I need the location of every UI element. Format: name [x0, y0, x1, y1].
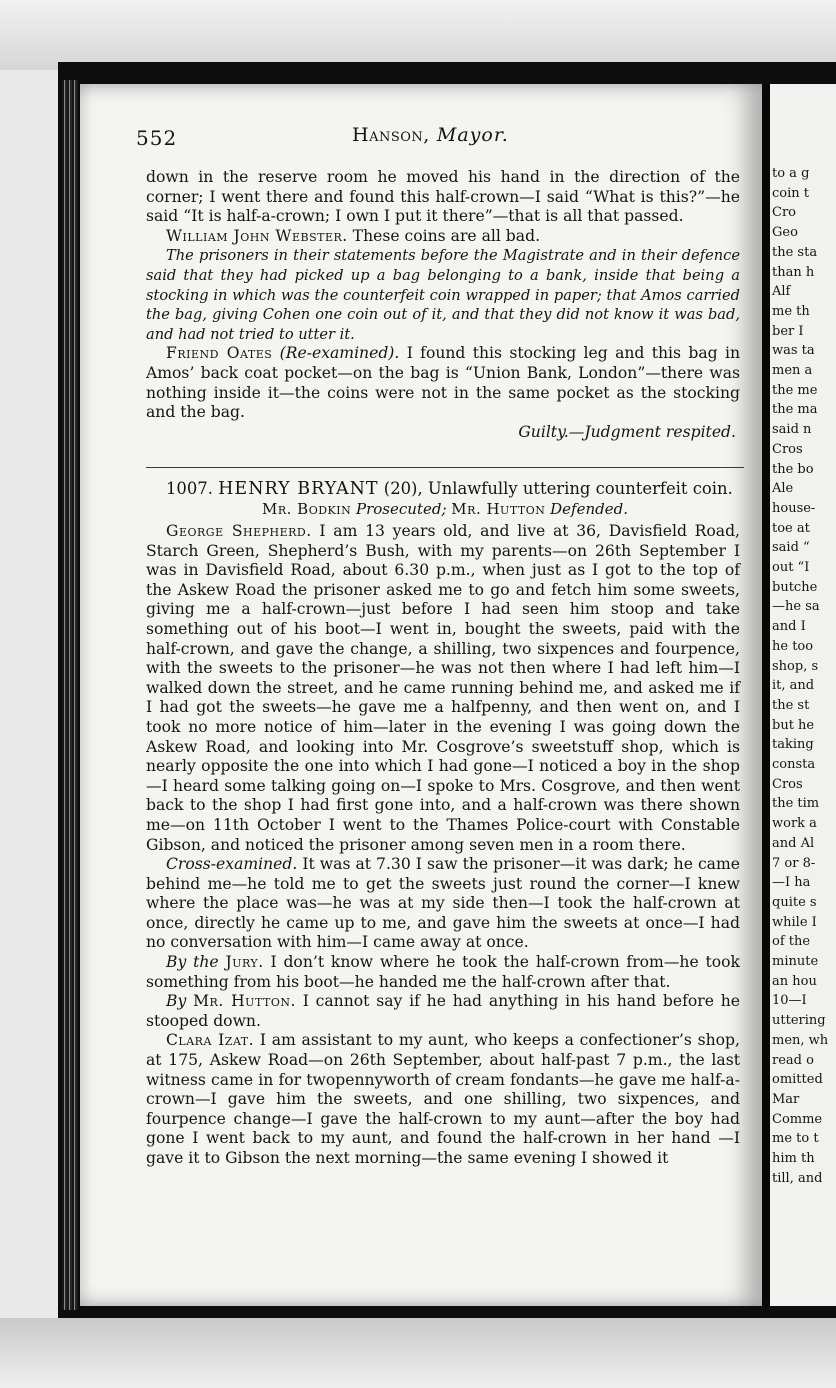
scan-bottom-margin	[0, 1318, 836, 1388]
facing-page-fragment: coin t	[772, 185, 809, 201]
paragraph-prisoners-statement: The prisoners in their statements before the Magistrate and in their defence said that they had picked up a bag belonging to a bank, inside that being a stocking in which was the counterfeit coin wrapped in paper; that Amos carried the bag, giving Cohen one coin out of it, and that they did not know it was bad, and had not tried to utter it.	[146, 247, 740, 343]
hutton-text: I cannot say if he had anything in his hand before he stooped down.	[146, 992, 740, 1030]
oates-statement: I found this stocking leg and this bag in Amos’ back coat pocket—on the bag is “Union Bank, London”—there was nothing inside it—the coins were not in the same pocket as the stocking and the bag.	[146, 344, 740, 422]
facing-page-fragment: he too	[772, 638, 814, 654]
facing-page-fragment: consta	[772, 757, 816, 772]
facing-page-fragment: out “I	[772, 560, 810, 575]
cross-examination-text: It was at 7.30 I saw the prisoner—it was dark; he came behind me—he told me to get the sweets just round the corner—I knew where the place was—he was at my side then—I took the half-crown at once, directly he came up to me, and gave him the sweets at once—I had no conversation with him—I came away at once.	[146, 855, 740, 952]
facing-page-fragment: omitted	[772, 1072, 823, 1088]
counsel-line	[146, 500, 744, 519]
shepherd-statement: I am 13 years old, and live at 36, Davisfield Road, Starch Green, Shepherd’s Bush, with my parents—on 26th September I was in Davisfield Road, about 6.30 p.m., when just as I got to the top of the Askew Road the prisoner asked me to go and fetch him some sweets, giving me a half-crown—just before I had seen him stoop and take something out of his boot—I went in, bought the sweets, paid with the half-crown, and gave the change, a shilling, two sixpences and fourpence, with the sweets to the prisoner—he was not then where I had left him—I walked down the street, and he came running behind me, and asked me if I had got the sweets—he gave me a halfpenny, and then went on, and I took no more notice of him—later in the evening I was going down the Askew Road, and looking into Mr. Cosgrove’s sweetstuff shop, which is nearly opposite the one into which I had gone—I noticed a boy in the shop—I heard some talking going on—I spoke to Mrs. Cosgrove, and then went back to the shop I had first gone into, and a half-crown was there shown me—on 11th October I went to the Thames Police-court with Constable Gibson, and noticed the prisoner among seven men in a room there.	[146, 522, 741, 854]
speaker-oates: Friend Oates	[166, 344, 273, 363]
prosecution-counsel: Mr. Bodkin	[262, 500, 352, 518]
facing-page-fragment: shop, s	[772, 658, 819, 674]
previous-case-text	[146, 168, 740, 442]
paragraph-reserve-room: down in the reserve room he moved his hand in the direction of the corner; I went there and found this half-crown—I said “What is this?”—he said “It is half-a-crown; I own I put it there”—that is all that passed.	[146, 168, 740, 226]
facing-page-fragment: Cro	[772, 205, 796, 221]
testimony-text	[146, 522, 740, 1169]
defendant-name: HENRY BRYANT	[218, 479, 379, 499]
oates-note: (Re-examined).	[279, 344, 400, 363]
facing-page-fragment: toe at	[772, 520, 810, 536]
case-heading	[146, 478, 744, 500]
facing-page-fragment: Ale	[772, 481, 794, 497]
facing-page-fragment: it, and	[772, 678, 815, 694]
jury-name: Jury.	[225, 953, 264, 972]
facing-page-fragment: said “	[772, 540, 810, 556]
jury-text: I don’t know where he took the half-crown from—he took something from his boot—he handed me the half-crown after that.	[146, 953, 741, 991]
facing-page-fragment: 10—I	[772, 993, 807, 1009]
webster-statement: These coins are all bad.	[347, 226, 541, 245]
facing-page-fragment: Geo	[772, 225, 798, 241]
facing-page-fragment: me to t	[772, 1131, 819, 1147]
running-title: Hanson,	[352, 124, 430, 146]
facing-page-fragment: the st	[772, 697, 810, 713]
speaker-izat: Clara Izat.	[166, 1031, 255, 1050]
jury-label: By the	[166, 953, 219, 972]
facing-page-fragment: than h	[772, 264, 815, 280]
facing-page-fragment: him th	[772, 1151, 815, 1166]
facing-page-fragment: butche	[772, 579, 818, 595]
facing-page-fragment: 7 or 8-	[772, 855, 816, 871]
prosecution-role: Prosecuted;	[356, 500, 447, 518]
facing-page-fragment: Comme	[772, 1111, 823, 1127]
facing-page-fragment: me th	[772, 303, 810, 319]
paragraph-izat	[146, 1031, 740, 1168]
facing-page-fragment: Alf	[772, 284, 791, 300]
paragraph-shepherd	[146, 522, 740, 855]
facing-page-fragment: the bo	[772, 461, 814, 477]
facing-page-fragment: men, wh	[772, 1032, 829, 1048]
book-gutter	[762, 84, 770, 1306]
defendant-age: (20),	[383, 479, 423, 498]
facing-page-fragment: an hou	[772, 973, 817, 989]
defence-role: Defended.	[550, 500, 628, 518]
facing-page-fragment: read o	[772, 1052, 814, 1068]
running-title-mayor: Mayor.	[436, 124, 509, 146]
paragraph-cross-examination	[146, 855, 740, 953]
facing-page-fragment: men a	[772, 363, 813, 378]
facing-page-fragment: —he sa	[772, 599, 820, 615]
facing-page-fragment: ber I	[772, 323, 804, 339]
facing-page-fragment: taking	[772, 737, 814, 753]
hutton-name: Mr. Hutton.	[193, 992, 296, 1011]
scan-top-margin	[0, 0, 836, 70]
facing-page-fragment: uttering	[772, 1013, 826, 1029]
paragraph-hutton	[146, 992, 740, 1031]
facing-page-fragment: work a	[772, 816, 817, 832]
speaker-shepherd: George Shepherd.	[166, 522, 312, 540]
facing-page-fragment: the sta	[772, 244, 818, 260]
facing-page-fragment: to a g	[772, 166, 810, 181]
facing-page	[770, 84, 836, 1306]
case-number: 1007.	[166, 479, 213, 498]
facing-page-fragment: and I	[772, 619, 806, 635]
hutton-label: By	[166, 992, 187, 1011]
izat-statement: I am assistant to my aunt, who keeps a confectioner’s shop, at 175, Askew Road—on 26th September, about half-past 7 p.m., the last witness came in for twopennyworth of cream fondants—he gave me half-a-crown—I gave him the sweets, and one shilling, two sixpences, and fourpence change—I gave the half-crown to my aunt—after the boy had gone I went back to my aunt, and found the half-crown in her hand —I gave it to Gibson the next morning—the same evening I showed it	[146, 1031, 740, 1167]
facing-page-fragment: the tim	[772, 796, 820, 812]
facing-page-fragment: but he	[772, 717, 815, 733]
facing-page-fragment: quite s	[772, 894, 817, 910]
facing-page-fragment: —I ha	[772, 875, 811, 891]
page-stack-edge	[62, 80, 78, 1310]
facing-page-fragment: said n	[772, 422, 812, 438]
facing-page-fragment: the ma	[772, 402, 818, 418]
facing-page-fragment: Cros	[772, 441, 803, 457]
facing-page-fragment: till, and	[772, 1170, 823, 1186]
defence-counsel: Mr. Hutton	[451, 500, 546, 518]
facing-page-fragment: and Al	[772, 835, 815, 851]
speaker-webster: William John Webster.	[166, 226, 348, 245]
facing-page-fragment: of the	[772, 934, 811, 950]
facing-page-fragment: the me	[772, 382, 818, 398]
facing-page-fragment: minute	[772, 954, 819, 969]
facing-page-fragment: while I	[772, 914, 817, 930]
facing-page-fragment: Cros	[772, 776, 803, 792]
facing-page-fragment: Mar	[772, 1091, 800, 1107]
paragraph-oates	[146, 344, 740, 422]
facing-page-fragment: was ta	[772, 343, 815, 359]
charge: Unlawfully uttering counterfeit coin.	[427, 479, 733, 498]
running-head	[352, 124, 509, 146]
page-number: 552	[136, 126, 178, 150]
verdict: Guilty.—Judgment respited.	[518, 422, 736, 441]
cross-examined-label: Cross-examined.	[166, 855, 298, 874]
paragraph-webster	[146, 227, 740, 247]
paragraph-jury	[146, 953, 740, 992]
facing-page-fragment: house-	[772, 500, 816, 516]
case-divider-rule	[146, 467, 744, 468]
